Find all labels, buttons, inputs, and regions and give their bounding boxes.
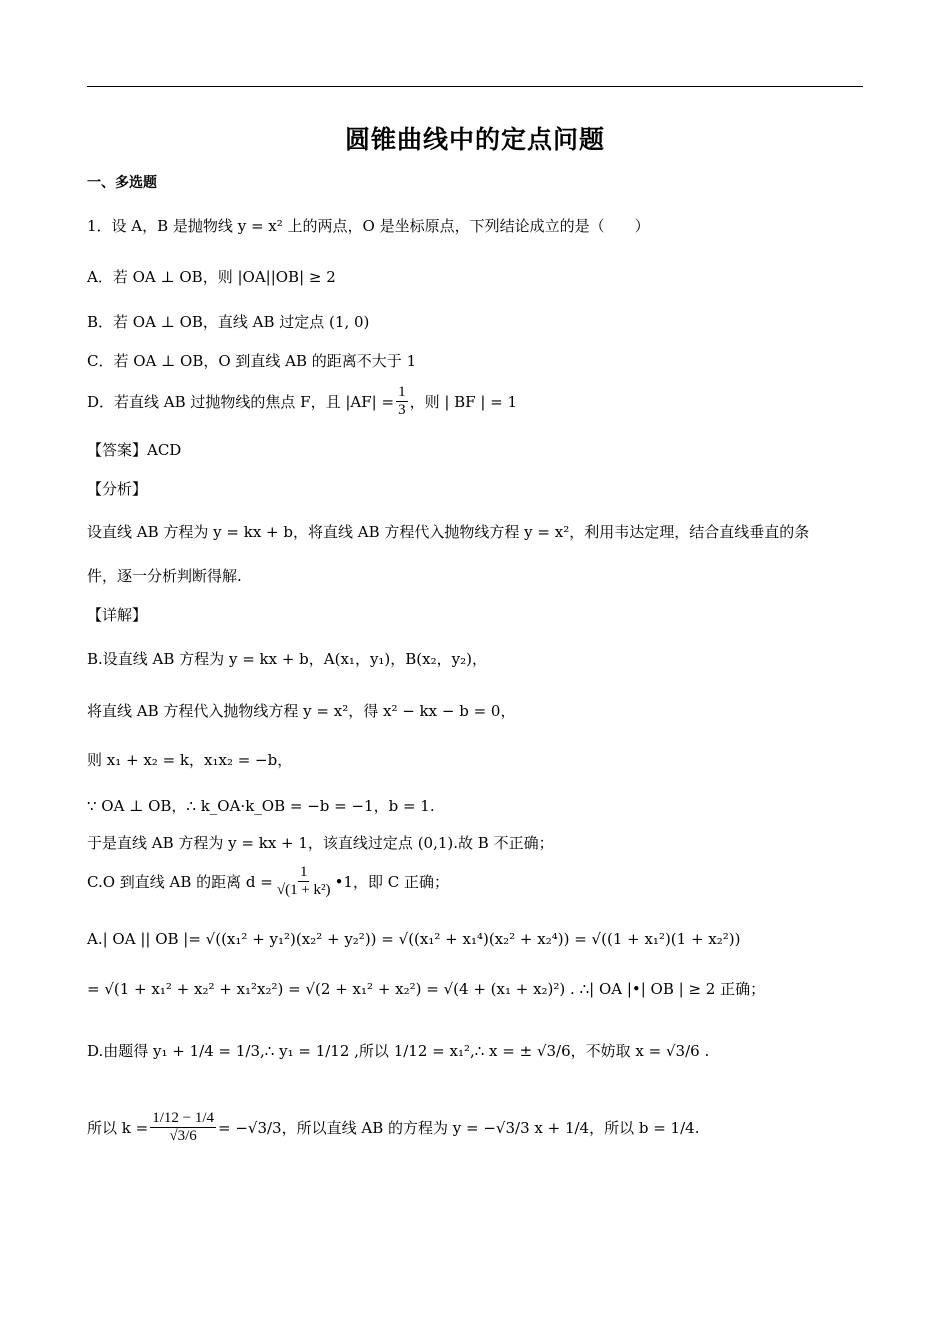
analysis-text-2: 件，逐一分析判断得解. <box>87 567 242 585</box>
section-heading: 一、多选题 <box>87 175 157 191</box>
page-title: 圆锥曲线中的定点问题 <box>344 125 605 154</box>
fraction-denominator: 3 <box>398 402 406 418</box>
step-distance-tail: •1，即 C 正确； <box>334 872 449 891</box>
step-slope-text: 所以 k = <box>87 1118 149 1137</box>
option-b: B．若 OA ⊥ OB，直线 AB 过定点 (1, 0) <box>87 313 370 331</box>
option-a: A．若 OA ⊥ OB，则 |OA||OB| ≥ 2 <box>87 268 336 286</box>
option-d <box>87 384 517 419</box>
step-d-text-b: 1/4 = 1/3 <box>189 1042 261 1060</box>
fraction-numerator: 1/12 − 1/4 <box>152 1110 214 1126</box>
step-a-product-1: A.| OA || OB |= √((x₁² + y₁²)(x₂² + y₂²)) = √((x₁² + x₁⁴)(x₂² + x₂⁴)) = √((1 + x₁²)(1 + x₂²)) <box>87 930 741 948</box>
analysis-label: 【分析】 <box>87 480 148 498</box>
step-d-text-a: D.由题得 y₁ + <box>87 1042 185 1060</box>
analysis-text-1: 设直线 AB 方程为 y = kx + b，将直线 AB 方程代入抛物线方程 y = x²，利用韦达定理，结合直线垂直的条 <box>87 523 810 541</box>
step-distance <box>87 864 449 899</box>
step-vieta: 则 x₁ + x₂ = k，x₁x₂ = −b， <box>87 751 293 769</box>
step-a-product-2: = √(1 + x₁² + x₂² + x₁²x₂²) = √(2 + x₁² + x₂²) = √(4 + (x₁ + x₂)²) . ∴| OA |•| OB | ≥ 2 正确； <box>87 980 766 998</box>
step-slope-tail: = −√3/3，所以直线 AB 的方程为 y = −√3/3 x + 1/4，所以 b = 1/4. <box>218 1118 700 1137</box>
fraction-denominator: √3/6 <box>169 1128 197 1144</box>
step-fixed-point: 于是直线 AB 方程为 y = kx + 1，该直线过定点 (0,1).故 B 不正确； <box>87 834 554 852</box>
step-substitute: 将直线 AB 方程代入抛物线方程 y = x²，得 x² − kx − b = 0， <box>87 702 516 720</box>
step-d-text-c: ,∴ y₁ = 1/12 ,所以 1/12 = x₁²,∴ x = ± √3/6，不妨取 x = √3/6 . <box>260 1042 710 1060</box>
step-b-setup: B.设直线 AB 方程为 y = kx + b，A(x₁，y₁)，B(x₂，y₂)， <box>87 650 487 668</box>
header-rule <box>87 86 863 87</box>
option-d-fraction <box>396 384 408 419</box>
option-c: C．若 OA ⊥ OB，O 到直线 AB 的距离不大于 1 <box>87 352 417 370</box>
step-perpendicular: ∵ OA ⊥ OB，∴ k_OA·k_OB = −b = −1，b = 1. <box>87 797 435 815</box>
fraction-denominator: √(1 + k²) <box>276 882 331 898</box>
slope-fraction <box>150 1110 216 1145</box>
step-slope <box>87 1110 699 1145</box>
detail-label: 【详解】 <box>87 606 148 624</box>
option-d-text: D．若直线 AB 过抛物线的焦点 F，且 |AF| = <box>87 392 395 411</box>
fraction-numerator: 1 <box>398 384 406 400</box>
fraction-numerator: 1 <box>299 864 308 880</box>
question-stem: 1．设 A，B 是抛物线 y = x² 上的两点，O 是坐标原点，下列结论成立的是（ ） <box>87 217 650 235</box>
step-distance-text: C.O 到直线 AB 的距离 d = <box>87 872 273 891</box>
step-d-line <box>87 1040 709 1062</box>
distance-fraction <box>275 864 333 899</box>
answer: 【答案】ACD <box>87 441 182 459</box>
option-d-tail: ，则 | BF | = 1 <box>409 392 518 411</box>
